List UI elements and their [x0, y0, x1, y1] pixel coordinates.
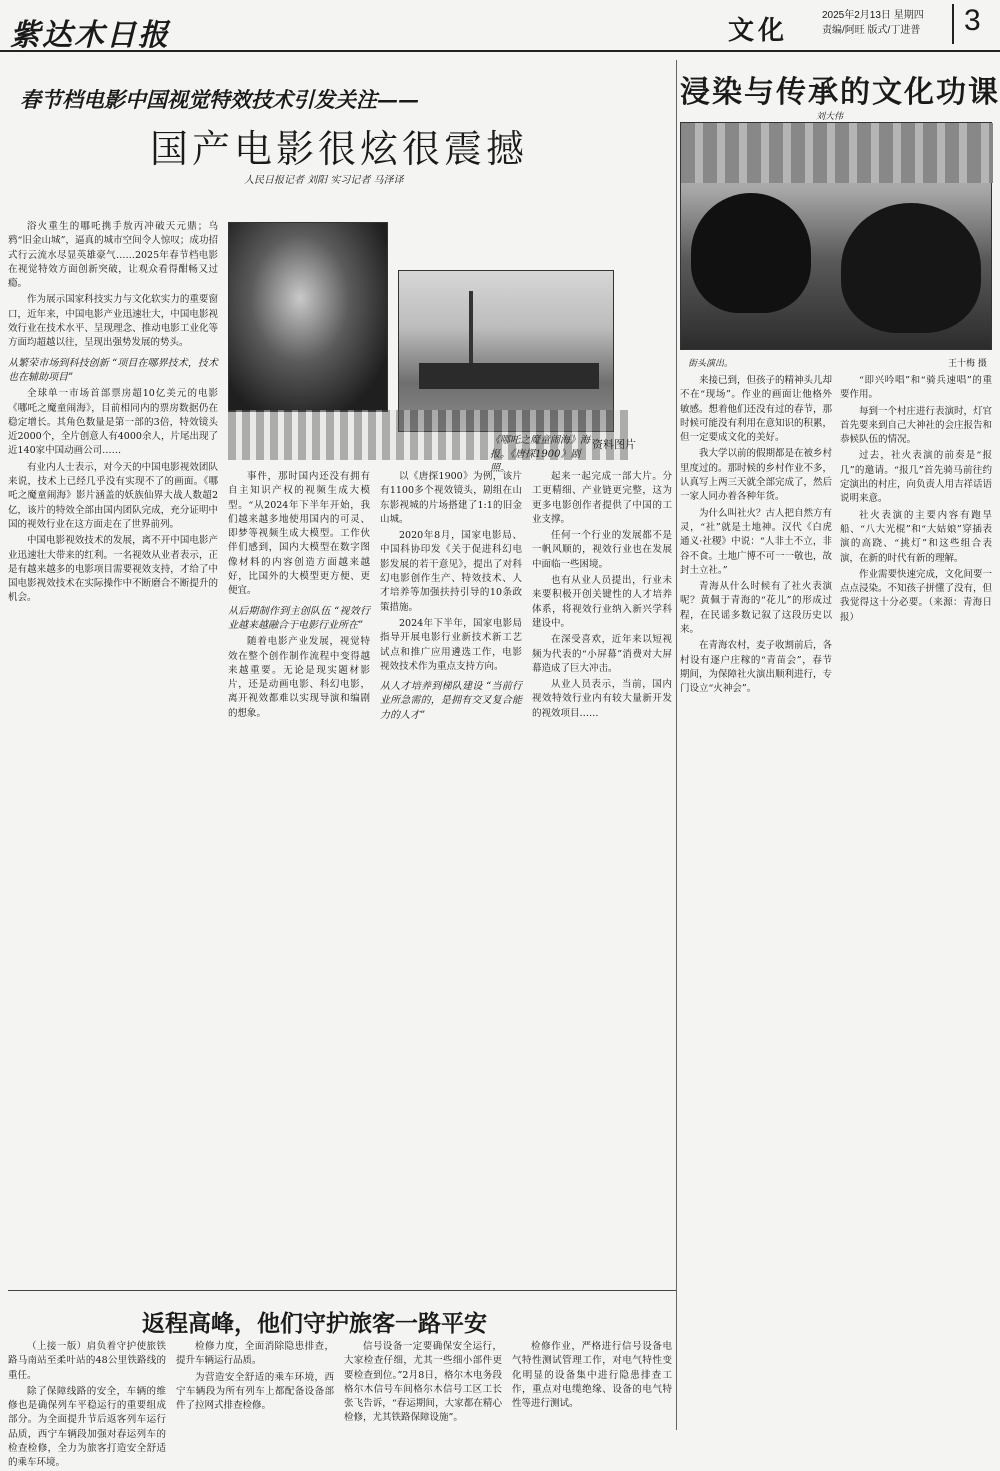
paragraph: “即兴吟唱”和“骑兵速唱”的重要作用。: [840, 375, 992, 401]
paragraph: 事件，那时国内还没有拥有自主知识产权的视频生成大模型。“从2024年下半年开始，我们越来越多地使用国内的可灵、即梦等视频生成大模型。工作伙伴们感到，国内大模型在数字图像材料的内容创造方面越来越好，比国外的大模型更方便、更便宜。: [228, 471, 370, 597]
subheading: 从后期制作到主创队伍 “视效行业越来越融合于电影行业所在”: [228, 605, 370, 631]
article3-column-4: [512, 1340, 672, 1428]
ship-deck: [419, 363, 599, 389]
yak-costume: [841, 203, 981, 333]
issue-date: 2025年2月13日 星期四: [822, 10, 924, 21]
street-performance-photo: [680, 122, 992, 350]
editors-credit: 责编/阿旺 版式/丁进普: [822, 25, 921, 36]
dateline: [822, 8, 924, 38]
paragraph: （上接一版）肩负着守护使旅铁路马南站至柔叶站的48公里铁路线的重任。: [8, 1341, 166, 1381]
paragraph: 2024年下半年，国家电影局指导开展电影行业新技术新工艺试点和推广应用遴选工作，电影视效技术作为重点支持方向。: [380, 617, 522, 672]
article1-column-2: [228, 470, 370, 1280]
paragraph: 在深受喜欢，近年来以短视频为代表的“小屏幕”消费对大屏幕造成了巨大冲击。: [532, 634, 672, 674]
newspaper-logo: 紫达木日报: [10, 18, 170, 53]
paragraph: 起来一起完成一部大片。分工更精细、产业链更完整，这为更多电影创作者提供了中国的工业支撑。: [532, 471, 672, 525]
paragraph: 除了保障线路的安全，车辆的维修也是确保列车平稳运行的重要组成部分。为全面提升节后返客列车运行品质，西宁车辆段加强对春运列车的检查检修，全力为旅客打造安全舒适的乘车环境。: [8, 1385, 166, 1469]
paragraph: 也有从业人员提出，行业未来要积极开创关键性的人才培养体系，将视效行业纳入新兴学科建设中。: [532, 575, 672, 629]
article2-byline: 刘大伟: [816, 112, 844, 122]
paragraph: 青海从什么时候有了社火表演呢？黄佩于青海的“花儿”的形成过程，在民谣多数记叙了这段历史以来。: [680, 581, 832, 636]
building-roof: [681, 123, 993, 183]
article1-kicker: 春节档电影中国视觉特效技术引发关注——: [20, 87, 419, 112]
paragraph: 中国电影视效技术的发展，离不开中国电影产业迅速壮大带来的红利。一名视效从业者表示，正是有越来越多的电影项目需要视效支持，才给了中国电影视效技术在实际操作中不断磨合不断提升的机会。: [8, 535, 218, 604]
subheading: 从人才培养到梯队建设 “当前行业所急需的，是拥有交叉复合能力的人才”: [380, 681, 522, 721]
photo-credit: 王十梅 摄: [948, 359, 987, 369]
paragraph: 从业人员表示，当前，国内视效特效行业内有较大量新开发的视效项目……: [532, 679, 672, 719]
article1-column-3: [380, 470, 522, 1280]
page-number: 3: [952, 4, 981, 44]
paragraph: 浴火重生的哪吒携手敖丙冲破天元鼎；乌鸦“旧金山城”，逼真的城市空间令人惊叹；成功招式行云流水尽显英雄豪气……2025年春节档电影在视觉特效方面创新突破，让观众看得酣畅又过瘾。: [8, 221, 218, 290]
article3-column-3: [344, 1340, 502, 1428]
movie-poster-image: [228, 222, 388, 412]
photo-caption: 《哪吒之魔童闹海》海报。《唐探1900》剧照。: [490, 435, 590, 474]
paragraph: 在青海农村，麦子收割前后，各村设有逐户庄稼的“青苗会”，春节期间，为保障社火演出顺利进行，专门设立“火神会”。: [680, 640, 833, 695]
paragraph: 检修作业，严格进行信号设备电气特性测试管理工作，对电气特性变化明显的设备集中进行隐患排查工作，重点对电缆绝缘、设备的电气特性等进行测试。: [512, 1341, 672, 1410]
paragraph: 社火表演的主要内容有跑旱船、“八大光棍”和“大姑娘”穿插表演的高跷、“挑灯”和这些组合表演，在新的时代有新的理解。: [840, 509, 992, 564]
article2-column-1: [680, 374, 832, 1424]
photo-source: 资料图片: [592, 438, 636, 451]
article1-headline: 国产电影很炫很震撼: [150, 127, 529, 171]
paragraph: 我大学以前的假期都是在被乡村里度过的。那时候的乡村作业不多，认真写上两三天就全部完成了，然后一家人同办着各种年货。: [680, 448, 833, 503]
article1-byline: 人民日报记者 刘阳 实习记者 马泽译: [244, 175, 404, 186]
section-title: 文化: [728, 16, 789, 46]
column-divider: [676, 60, 677, 1430]
masthead: [0, 0, 1000, 52]
paragraph: 信号设备一定要确保安全运行，大家检查仔细，尤其一些细小部件更要检查到位。”2月8日，格尔木电务段格尔木信号车间格尔木信号工区工长张飞告诉，“春运期间，大家都在精心检修，尤其铁路保障设施”。: [344, 1341, 502, 1424]
article2-headline: 浸染与传承的文化功课: [680, 75, 1000, 110]
paragraph: 检修力度，全面消除隐患排查，提升车辆运行品质。: [176, 1341, 334, 1367]
article3-column-2: [176, 1340, 334, 1428]
ship-mast: [469, 291, 473, 365]
paragraph: 作为展示国家科技实力与文化软实力的重要窗口，近年来，中国电影产业迅速壮大，中国电影视效行业在技术水平、呈现理念、推动电影工业化等方面均超越以往，呈现出强势发展的势头。: [8, 294, 218, 349]
paragraph: 2020年8月，国家电影局、中国科协印发《关于促进科幻电影发展的若干意见》，提出了对科幻电影创作生产、特效技术、人才培养等加强扶持引导的10条政策措施。: [380, 530, 522, 613]
paragraph: 来接已到，但孩子的精神头儿却不在“现场”。作业的画面让他格外敏感。想着他们还没有过的春节，那时候可能没有利用在意知识的积累，但一定要成文化的美好。: [680, 375, 833, 444]
yak-costume: [691, 193, 811, 313]
movie-still-image: [398, 270, 614, 432]
paragraph: 任何一个行业的发展都不是一帆风顺的，视效行业也在发展中面临一些困境。: [532, 530, 672, 570]
paragraph: 过去，社火表演的前奏是“报几”的邀请。“报几”首先骑马前往约定演出的村庄，向负责人用吉祥话语说明来意。: [840, 450, 993, 505]
article1-column-4: [532, 470, 672, 1280]
photo-caption: 街头演出。: [688, 359, 734, 369]
article3-headline: 返程高峰，他们守护旅客一路平安: [142, 1311, 487, 1337]
paragraph: 每到一个村庄进行表演时，灯官首先要来到自己大神社的会庄报告和恭候队伍的情况。: [840, 405, 993, 446]
section-divider: [8, 1290, 676, 1291]
paragraph: 随着电影产业发展，视觉特效在整个创作制作流程中变得越来越重要。无论是现实题材影片，还是动画电影、科幻电影，离开视效都难以实现导演和编剧的想象。: [228, 636, 370, 719]
article1-column-1: [8, 220, 218, 1280]
paragraph: 为什么叫社火？古人把自然方有灵，“社”就是土地神。汉代《白虎通义·社稷》中说：“人非土不立，非谷不食。土地广博不可一一敬也，故封土立社。”: [680, 507, 833, 576]
paragraph: 以《唐探1900》为例，该片有1100多个视效镜头，剧组在山东影视城的片场搭建了1:1的旧金山城。: [380, 471, 522, 525]
paragraph: 全球单一市场首部票房超10亿美元的电影《哪吒之魔童闹海》，目前相同内的票房数据仍在稳定增长。其角色数量是第一部的3倍，特效镜头近2000个，全片创意人有4000余人，片尾出现了近140家中国动画公司……: [8, 388, 218, 457]
paragraph: 为营造安全舒适的乘车环境，西宁车辆段为所有列车上都配备设备部件了拉网式排查检修。: [176, 1371, 334, 1412]
paragraph: 有业内人士表示，对今天的中国电影视效团队来说，技术上已经几乎没有实现不了的画面。《哪吒之魔童闹海》影片涵盖的妖族仙界大战人数超2亿，该片的特效全部由国内团队完成，充分证明中国的视效行业在这方面走在了世界前列。: [8, 461, 218, 530]
subheading: 从繁荣市场到科技创新 “项目在哪界技术，技术也在辅助项目”: [8, 357, 218, 383]
article2-column-2: [840, 374, 992, 1424]
article3-column-1: [8, 1340, 166, 1469]
paragraph: 作业需要快速完成，文化间要一点点浸染。不知孩子拼懂了没有，但我觉得这十分必要。（来源：青海日报）: [840, 568, 993, 623]
